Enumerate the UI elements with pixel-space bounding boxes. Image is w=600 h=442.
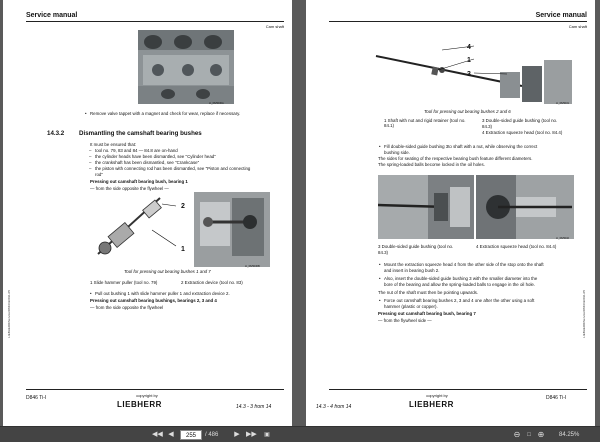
first-page-icon[interactable]: ◀◀ <box>152 431 163 438</box>
section-title: Dismantling the camshaft bearing bushes <box>79 130 202 137</box>
fit-page-icon[interactable]: ▣ <box>264 432 270 438</box>
legend-item: 3 Double-sided guide bushing (tool no. <box>482 118 558 123</box>
footer-copyright: copyright by <box>426 393 448 398</box>
footer-page-number: 14.3 - 4 from 14 <box>316 404 352 410</box>
figure-caption: Tool for pressing out bearing bushes 1 and 7 <box>124 269 211 274</box>
photo-caption: 4 Extraction squeeze head (tool no. 84.4) <box>476 244 557 249</box>
bullet-pull-out: • Pull out bushing 1 with slide hammer puller 1 and extraction device 2. <box>95 291 230 296</box>
sides-note: The sides for seating of the respective bearing bush feature different diameters. <box>378 156 533 161</box>
footer-model: D846 Ti-I <box>546 395 567 401</box>
valve-tappet-photo <box>138 30 234 104</box>
image-code: LI_06/5030B <box>245 265 260 268</box>
subheading-bearings-234: Pressing out camshaft bearing bushings, bearings 2, 3 and 4 <box>90 298 217 303</box>
footer-page-number: 14.3 - 3 from 14 <box>236 404 272 410</box>
section-reference: Cam shaft <box>568 24 587 29</box>
legend-item: 1 Slide hammer puller (tool no. 79) <box>90 280 158 285</box>
prereq-item: – the cylinder heads have been dismantled, see "Cylinder head" <box>95 154 216 159</box>
side-note: — from the side opposite the flywheel — <box>90 186 169 191</box>
sides-note: The spring-loaded balls become locked in the oil holes. <box>378 162 485 167</box>
squeeze-head-photo <box>476 175 574 239</box>
image-code: LI_06/5031 <box>556 102 569 105</box>
page-header: Service manual <box>26 12 78 19</box>
liebherr-logo: LIEBHERR <box>117 400 162 409</box>
image-code: LI_06/5030A <box>209 102 224 105</box>
page-number-input[interactable]: 255 <box>180 430 202 440</box>
bullet-mount-cont: and insert in bearing bush 2. <box>384 268 440 273</box>
bullet-force: • Force out camshaft bearing bushes 2, 3 and 4 one after the other using a soft <box>384 298 534 303</box>
prereq-item: – tool no. 79, 83 and 84 — 84.8 are on-hand <box>95 148 178 153</box>
legend-item: 84.3) <box>482 124 493 129</box>
side-note: — from the flywheel side — <box>378 318 432 323</box>
total-pages: / 486 <box>205 432 219 438</box>
callout-1: 1 <box>181 246 185 253</box>
right-page <box>306 0 595 426</box>
photo-caption: 3 Double-sided guide bushing (tool no. <box>378 244 454 249</box>
side-note: — from the side opposite the flywheel <box>90 305 164 310</box>
shaft-tool-figure <box>372 34 572 104</box>
zoom-level[interactable]: 84.25% <box>559 432 580 438</box>
last-page-icon[interactable]: ▶▶ <box>246 431 257 438</box>
figure-caption: Tool for pressing out bearing bushes 2 and 6 <box>424 109 511 114</box>
header-rule <box>329 21 587 22</box>
legend-item: 4 Extraction squeeze head (tool no. 84.4) <box>482 130 563 135</box>
liebherr-logo: LIEBHERR <box>409 400 454 409</box>
bullet-mount: • Mount the extraction squeeze head 4 from the other side of the stop onto the shaft <box>384 262 544 267</box>
nut-note: The nut of the shaft must then be pointing upwards. <box>378 290 479 295</box>
side-code: LIEBHERR/Service/D846/ti/2011-05 <box>582 290 586 338</box>
legend-item: 2 Extraction device (tool no. 83) <box>181 280 243 285</box>
zoom-out-icon[interactable]: ⊖ <box>513 430 521 439</box>
side-code: LIEBHERR/Service/D846/ti/2011-05 <box>7 290 11 338</box>
footer-rule <box>26 389 284 390</box>
bullet-also-cont: bore of the bearing and allow the spring-loaded balls to engage in the oil hole. <box>384 282 536 287</box>
bullet-remove-tappet: • Remove valve tappet with a magnet and check for wear, replace if necessary. <box>90 111 240 116</box>
ensure-intro: It must be ensured that: <box>90 142 137 147</box>
zoom-in-icon[interactable]: ⊕ <box>537 430 545 439</box>
prereq-item-cont: rod" <box>95 172 103 177</box>
legend-item: 1 Shaft with nut and rigid retainer (tool no. 84.1) <box>384 118 466 129</box>
callout-3: 3 <box>467 71 471 78</box>
prereq-item: – the piston with connecting rod has been dismantled, see "Piston and connecting <box>95 166 250 171</box>
image-code: LI_06/5032 <box>556 237 569 240</box>
footer-rule <box>329 389 587 390</box>
fit-width-icon[interactable]: □ <box>527 432 531 438</box>
viewer-toolbar <box>0 426 600 442</box>
previous-page-icon[interactable]: ◀ <box>168 431 174 438</box>
subheading-bearing-1: Pressing out camshaft bearing bush, bearing 1 <box>90 179 188 184</box>
section-number: 14.3.2 <box>47 130 65 137</box>
page-header: Service manual <box>535 12 587 19</box>
photo-caption: 84.3) <box>378 250 389 255</box>
bullet-fill-cont: bushing side. <box>384 150 410 155</box>
guide-bushing-photo <box>378 175 474 239</box>
header-rule <box>26 21 284 22</box>
callout-2: 2 <box>181 203 185 210</box>
footer-model: D846 Ti-I <box>26 395 47 401</box>
bearing-tool-figure <box>90 192 270 267</box>
bullet-also: • Also, insert the double-sided guide bushing 3 with the smaller diameter into the <box>384 276 537 281</box>
footer-copyright: copyright by <box>136 393 158 398</box>
section-reference: Cam shaft <box>265 24 284 29</box>
callout-1: 1 <box>467 57 471 64</box>
left-page <box>3 0 292 426</box>
callout-4: 4 <box>467 44 471 51</box>
next-page-icon[interactable]: ▶ <box>234 431 240 438</box>
bullet-fill: • Fill double-sided guide bushing 3to shaft with a nut, while observing the correct <box>384 144 537 149</box>
bullet-force-cont: hammer (plastic or copper). <box>384 304 438 309</box>
subheading-bearing-7: Pressing out camshaft bearing bush, bearing 7 <box>378 311 476 316</box>
prereq-item: – the crankshaft has been dismantled, see "Crankcase" <box>95 160 199 165</box>
